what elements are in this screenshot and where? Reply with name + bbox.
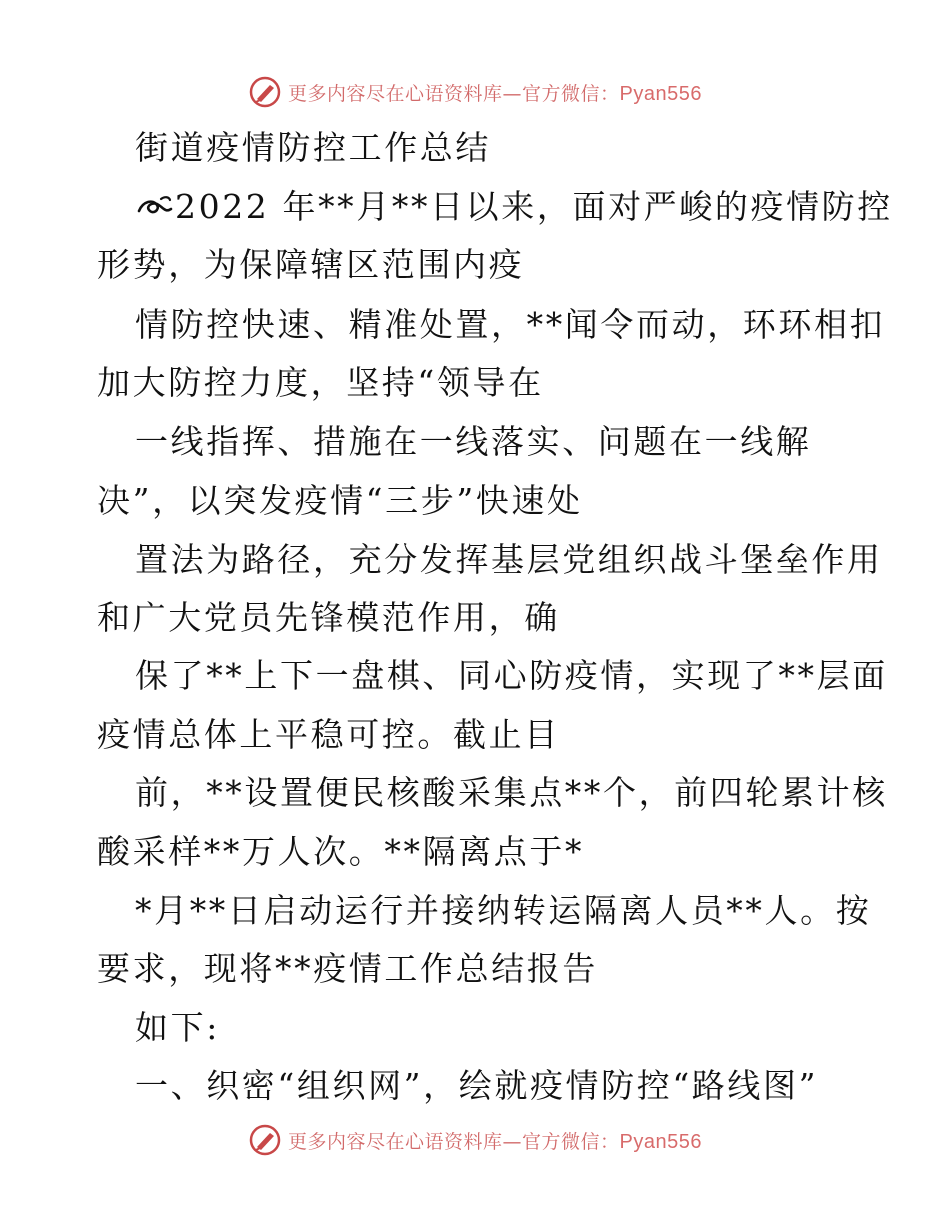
- watermark-header: [0, 72, 950, 112]
- document-title: 街道疫情防控工作总结: [135, 128, 491, 167]
- paragraph-line: 保了**上下一盘棋、同心防疫情，实现了**层面: [135, 656, 888, 695]
- paragraph-line: 形势，为保障辖区范围内疫: [97, 245, 525, 284]
- watermark-id: Pyan556: [619, 82, 702, 105]
- paragraph-line: 加大防控力度，坚持“领导在: [97, 363, 544, 402]
- paragraph-line: 置法为路径，充分发挥基层党组织战斗堡垒作用: [135, 540, 883, 579]
- watermark-text: 更多内容尽在心语资料库—官方微信：Pyan556: [288, 1130, 702, 1153]
- paragraph-line: 如下:: [135, 1008, 220, 1047]
- paragraph-line: 前，**设置便民核酸采集点**个，前四轮累计核: [135, 773, 888, 812]
- paragraph-line: 疫情总体上平稳可控。截止目: [97, 715, 560, 754]
- swirl-bullet-icon: [135, 191, 175, 221]
- section-heading: 一、织密“组织网”，绘就疫情防控“路线图”: [135, 1066, 819, 1105]
- paragraph-line: 要求，现将**疫情工作总结报告: [97, 949, 598, 988]
- paragraph-line: 和广大党员先锋模范作用，确: [97, 598, 560, 637]
- paragraph-line: 情防控快速、精准处置，**闻令而动，环环相扣: [135, 305, 886, 344]
- watermark-footer: [0, 1120, 950, 1160]
- watermark-text: 更多内容尽在心语资料库—官方微信：Pyan556: [288, 82, 702, 105]
- brand-logo-icon: [248, 75, 282, 109]
- paragraph-line: 酸采样**万人次。**隔离点于*: [97, 832, 585, 871]
- paragraph-line: 2022 年**月**日以来，面对严峻的疫情防控: [135, 187, 893, 227]
- paragraph-line: 决”，以突发疫情“三步”快速处: [97, 481, 583, 520]
- brand-logo-icon: [248, 1123, 282, 1157]
- paragraph-line: 一线指挥、措施在一线落实、问题在一线解: [135, 422, 812, 461]
- watermark-id: Pyan556: [619, 1130, 702, 1153]
- paragraph-line: *月**日启动运行并接纳转运隔离人员**人。按: [135, 891, 872, 930]
